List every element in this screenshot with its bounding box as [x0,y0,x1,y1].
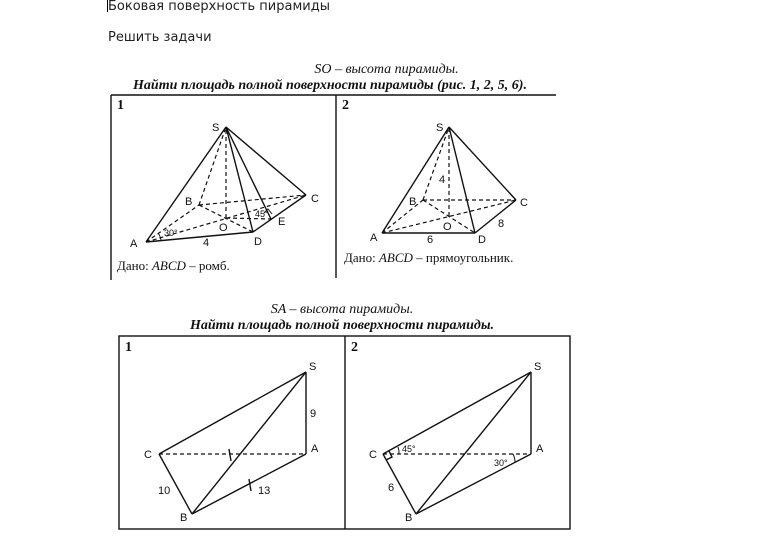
edge-cb [159,454,192,514]
label-b: B [180,512,188,524]
edge-sd [226,127,253,232]
side-ad-label: 6 [427,234,434,246]
s1-fig1 [117,98,319,273]
caption: Дано: ABCD – прямоугольник. [344,250,514,265]
edge-cs [383,372,531,454]
apothem-se [226,127,271,219]
label-a: A [311,443,319,455]
label-s: S [309,361,317,373]
section2-heading: SA – высота пирамиды. [270,302,414,317]
tick-mark-1 [229,449,231,461]
angle-e-label: 45° [255,209,269,219]
angle-a-label: 30° [164,228,178,238]
section2-task: Найти площадь полной поверхности пирамиды. [189,318,495,333]
label-o: O [443,221,452,233]
edge-bs [416,372,531,514]
panel-number: 2 [342,98,349,113]
angle-c-arc [398,447,399,454]
section1-task: Найти площадь полной поверхности пирамиды (рис. 1, 2, 5, 6). [133,78,527,93]
panel-number: 1 [117,98,124,113]
edge-sb [199,127,226,205]
edge-sc [226,127,306,195]
angle-a-arc [158,233,161,240]
s1-fig2 [342,98,528,265]
label-c: C [144,449,152,461]
label-a: A [536,443,544,455]
label-s: S [534,361,542,373]
s2-fig1 [125,340,319,524]
document-title-text: Боковая поверхность пирамиды [108,0,330,14]
cb-label: 6 [388,482,395,494]
edge-sb [423,127,449,200]
document-subtitle: Решить задачи [108,30,212,45]
label-o: O [219,222,228,234]
tick-mark-2 [249,479,251,491]
edge-ba [416,454,531,514]
angle-c-label: 45° [402,444,416,454]
edge-sd [449,127,475,233]
label-a: A [370,232,378,244]
side-ad-label: 4 [203,237,210,249]
label-d: D [254,236,262,248]
edge-ba [192,454,306,514]
panel-number: 1 [125,340,132,355]
label-d: D [478,234,486,246]
label-b: B [185,196,193,208]
edge-sa [146,127,226,242]
edge-bs [192,372,306,514]
panel-number: 2 [351,340,358,355]
height-label: 4 [439,174,446,186]
section1-heading: SO – высота пирамиды. [314,62,459,77]
label-c: C [369,449,377,461]
label-e: E [278,216,286,228]
edge-cs [159,372,306,454]
angle-a-label: 30° [494,458,508,468]
edge-sc [449,127,516,200]
label-s: S [212,122,220,134]
label-c: C [311,193,319,205]
label-s: S [436,122,444,134]
cb-label: 10 [158,485,171,497]
s2-fig2 [351,340,544,524]
label-c: C [520,197,528,209]
label-b: B [409,196,417,208]
edge-dc [475,200,516,233]
side-dc-label: 8 [498,218,505,230]
ba-label: 13 [258,485,271,497]
label-b: B [405,512,413,524]
caption: Дано: ABCD – ромб. [117,258,230,273]
sa-label: 9 [310,408,317,420]
angle-a-arc [513,454,515,463]
label-a: A [130,238,138,250]
